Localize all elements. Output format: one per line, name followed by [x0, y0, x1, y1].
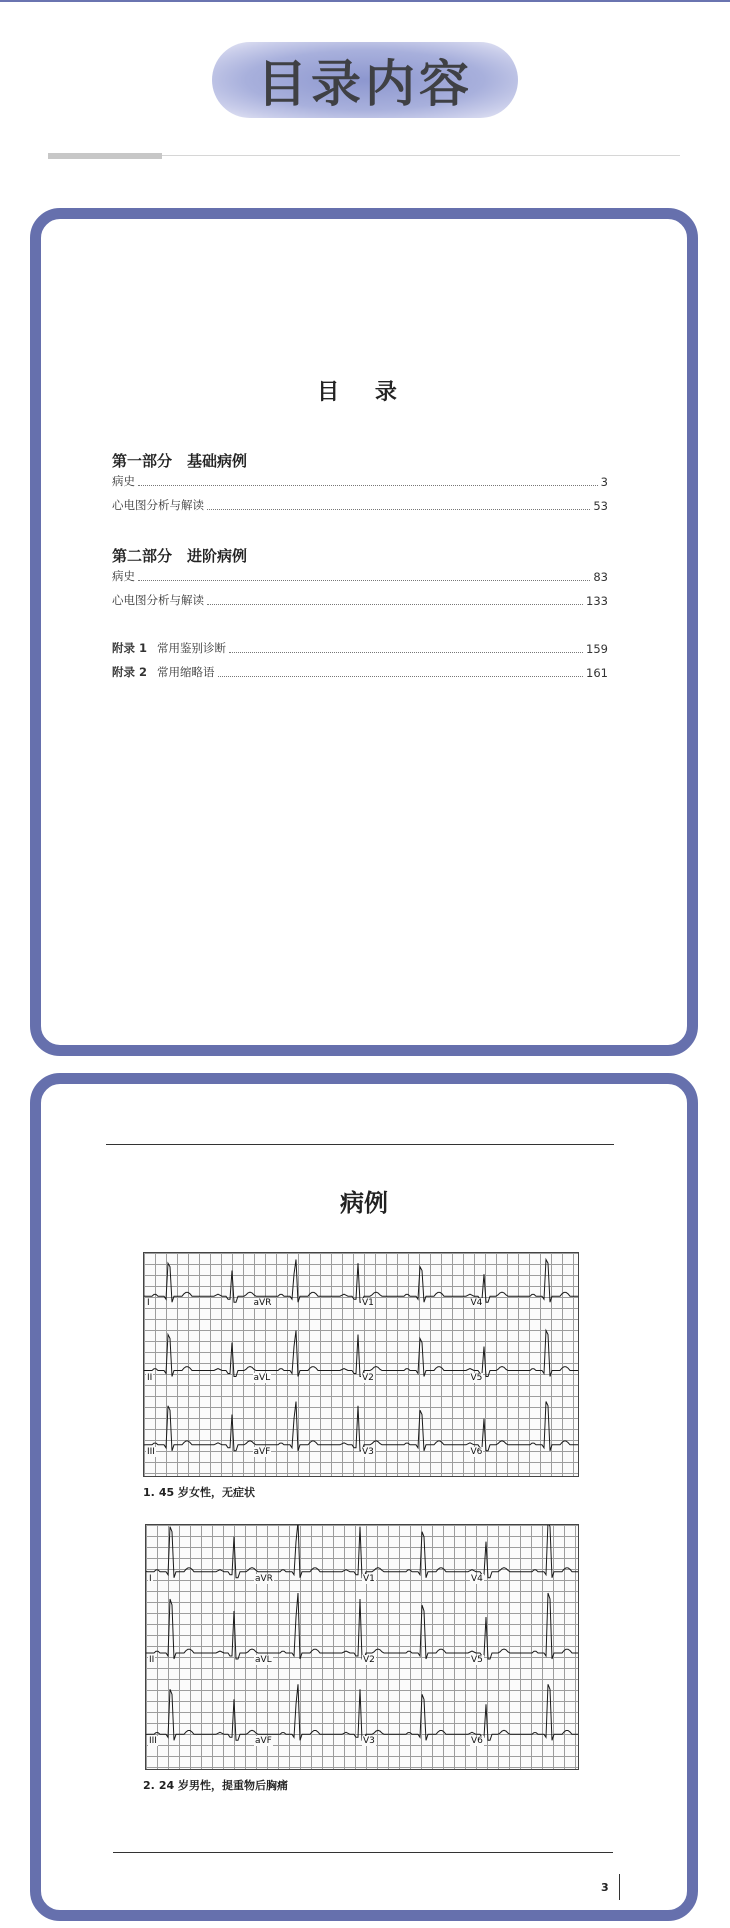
ecg-lead-label: V6 [471, 1736, 483, 1747]
section-header [212, 42, 518, 118]
page-bottom-rule [113, 1852, 613, 1853]
ecg-lead-label: V2 [363, 1655, 375, 1665]
ecg-lead-label: V1 [362, 1298, 374, 1309]
toc-leader-dots [207, 604, 583, 605]
ecg-lead-label: aVR [255, 1573, 273, 1584]
ecg-lead-label: III [149, 1736, 157, 1747]
ecg-trace-row [146, 1593, 578, 1659]
ecg-lead-label: V3 [362, 1446, 374, 1457]
toc-row-page: 53 [593, 499, 608, 513]
ecg-lead-label: V4 [470, 1298, 483, 1309]
ecg-lead-label: II [149, 1655, 155, 1665]
ecg-caption-text: 24 岁男性，提重物后胸痛 [158, 1779, 288, 1792]
toc-row-page: 3 [600, 475, 608, 489]
toc-leader-dots [218, 676, 584, 677]
sample-page-title: 病例 [340, 1189, 388, 1217]
ecg-trace-row [146, 1525, 578, 1578]
ecg-caption-number: 2. [143, 1779, 155, 1792]
page-number: 3 [601, 1881, 609, 1894]
toc-row[interactable] [112, 497, 608, 513]
ecg-lead-label: V4 [471, 1573, 483, 1584]
ecg-caption-text: 45 岁女性，无症状 [158, 1486, 255, 1499]
ecg-lead-label: I [147, 1298, 150, 1309]
ecg-trace-row [144, 1331, 578, 1377]
ecg-lead-label: aVF [253, 1446, 271, 1457]
ecg-trace-layer [146, 1525, 578, 1769]
toc-row-page: 83 [593, 570, 608, 584]
toc-row-label: 病史 [112, 474, 135, 488]
toc-appendix-tag: 附录 2 [112, 665, 148, 679]
page-number-bar [619, 1874, 620, 1900]
toc-row-page: 133 [586, 594, 608, 608]
toc-part2-heading: 第二部分 进阶病例 [112, 547, 248, 565]
ecg-trace-layer [144, 1253, 578, 1476]
ecg-lead-label: aVL [253, 1372, 271, 1383]
header-divider-accent [48, 153, 162, 159]
ecg-caption-1 [143, 1484, 255, 1500]
ecg-caption-number: 1. [143, 1486, 155, 1499]
toc-leader-dots [138, 485, 598, 486]
toc-appendix-page: 161 [586, 666, 608, 680]
toc-appendix-row[interactable] [112, 640, 608, 656]
toc-leader-dots [229, 652, 583, 653]
ecg-lead-label: V1 [363, 1573, 375, 1584]
top-rule [0, 0, 730, 2]
toc-leader-dots [138, 580, 590, 581]
ecg-lead-label: III [147, 1446, 155, 1457]
ecg-lead-label: V2 [362, 1372, 374, 1383]
ecg-lead-label: I [149, 1573, 152, 1584]
toc-leader-dots [207, 509, 590, 510]
ecg-lead-label: II [147, 1372, 153, 1383]
toc-page-card [30, 208, 698, 1056]
ecg-caption-2 [143, 1777, 288, 1793]
ecg-lead-label: aVF [255, 1736, 272, 1747]
toc-row[interactable] [112, 568, 608, 584]
toc-title: 目 录 [317, 380, 411, 405]
ecg-lead-label: V5 [470, 1372, 483, 1383]
toc-appendix-label: 常用鉴别诊断 [157, 641, 227, 655]
ecg-lead-label: V5 [471, 1655, 483, 1665]
section-header-title: 目录内容 [257, 55, 473, 113]
toc-appendix-row[interactable] [112, 664, 608, 680]
toc-row-label: 病史 [112, 569, 135, 583]
toc-appendix-page: 159 [586, 642, 608, 656]
ecg-strip-1 [143, 1252, 579, 1477]
toc-row[interactable] [112, 473, 608, 489]
ecg-trace-row [144, 1402, 578, 1451]
ecg-lead-label: V3 [363, 1736, 375, 1747]
ecg-lead-label: V6 [470, 1446, 483, 1457]
ecg-lead-label: aVR [253, 1298, 272, 1309]
toc-row[interactable] [112, 592, 608, 608]
ecg-trace-row [146, 1684, 578, 1740]
ecg-trace-row [144, 1260, 578, 1303]
toc-appendix-label: 常用缩略语 [157, 665, 215, 679]
toc-part1-heading: 第一部分 基础病例 [112, 452, 248, 470]
toc-row-label: 心电图分析与解读 [112, 593, 204, 607]
toc-row-label: 心电图分析与解读 [112, 498, 204, 512]
sample-page-card [30, 1073, 698, 1921]
page-top-rule [106, 1144, 614, 1145]
ecg-lead-label: aVL [255, 1655, 272, 1665]
ecg-strip-2 [145, 1524, 579, 1770]
toc-appendix-tag: 附录 1 [112, 641, 148, 655]
